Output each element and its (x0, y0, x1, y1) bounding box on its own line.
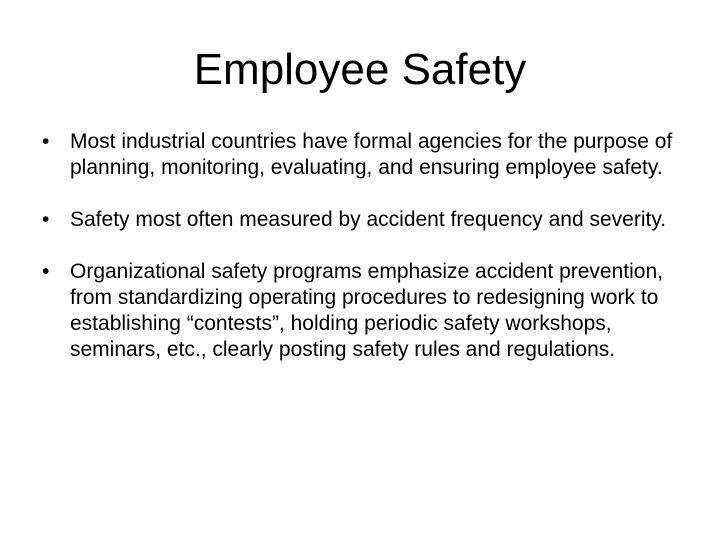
bullet-text: Safety most often measured by accident frequency and severity. (70, 208, 667, 231)
bullet-text: Most industrial countries have formal agencies for the purpose of planning, monitoring, evaluating, and ensuring employee safety. (70, 130, 673, 179)
bullet-list (42, 129, 690, 363)
bullet-point-icon: • (42, 130, 50, 153)
bullet-item (42, 207, 690, 233)
slide-title: Employee Safety (193, 45, 527, 94)
bullet-item (42, 259, 690, 363)
bullet-item (42, 129, 690, 181)
bullet-point-icon: • (42, 208, 50, 231)
bullet-point-icon: • (42, 260, 50, 283)
bullet-text: Organizational safety programs emphasize accident prevention, from standardizing operating procedures to redesigning work to establishing “contests”, holding periodic safety workshops, seminars, etc., clearly posting safety rules and regulations. (70, 260, 663, 361)
